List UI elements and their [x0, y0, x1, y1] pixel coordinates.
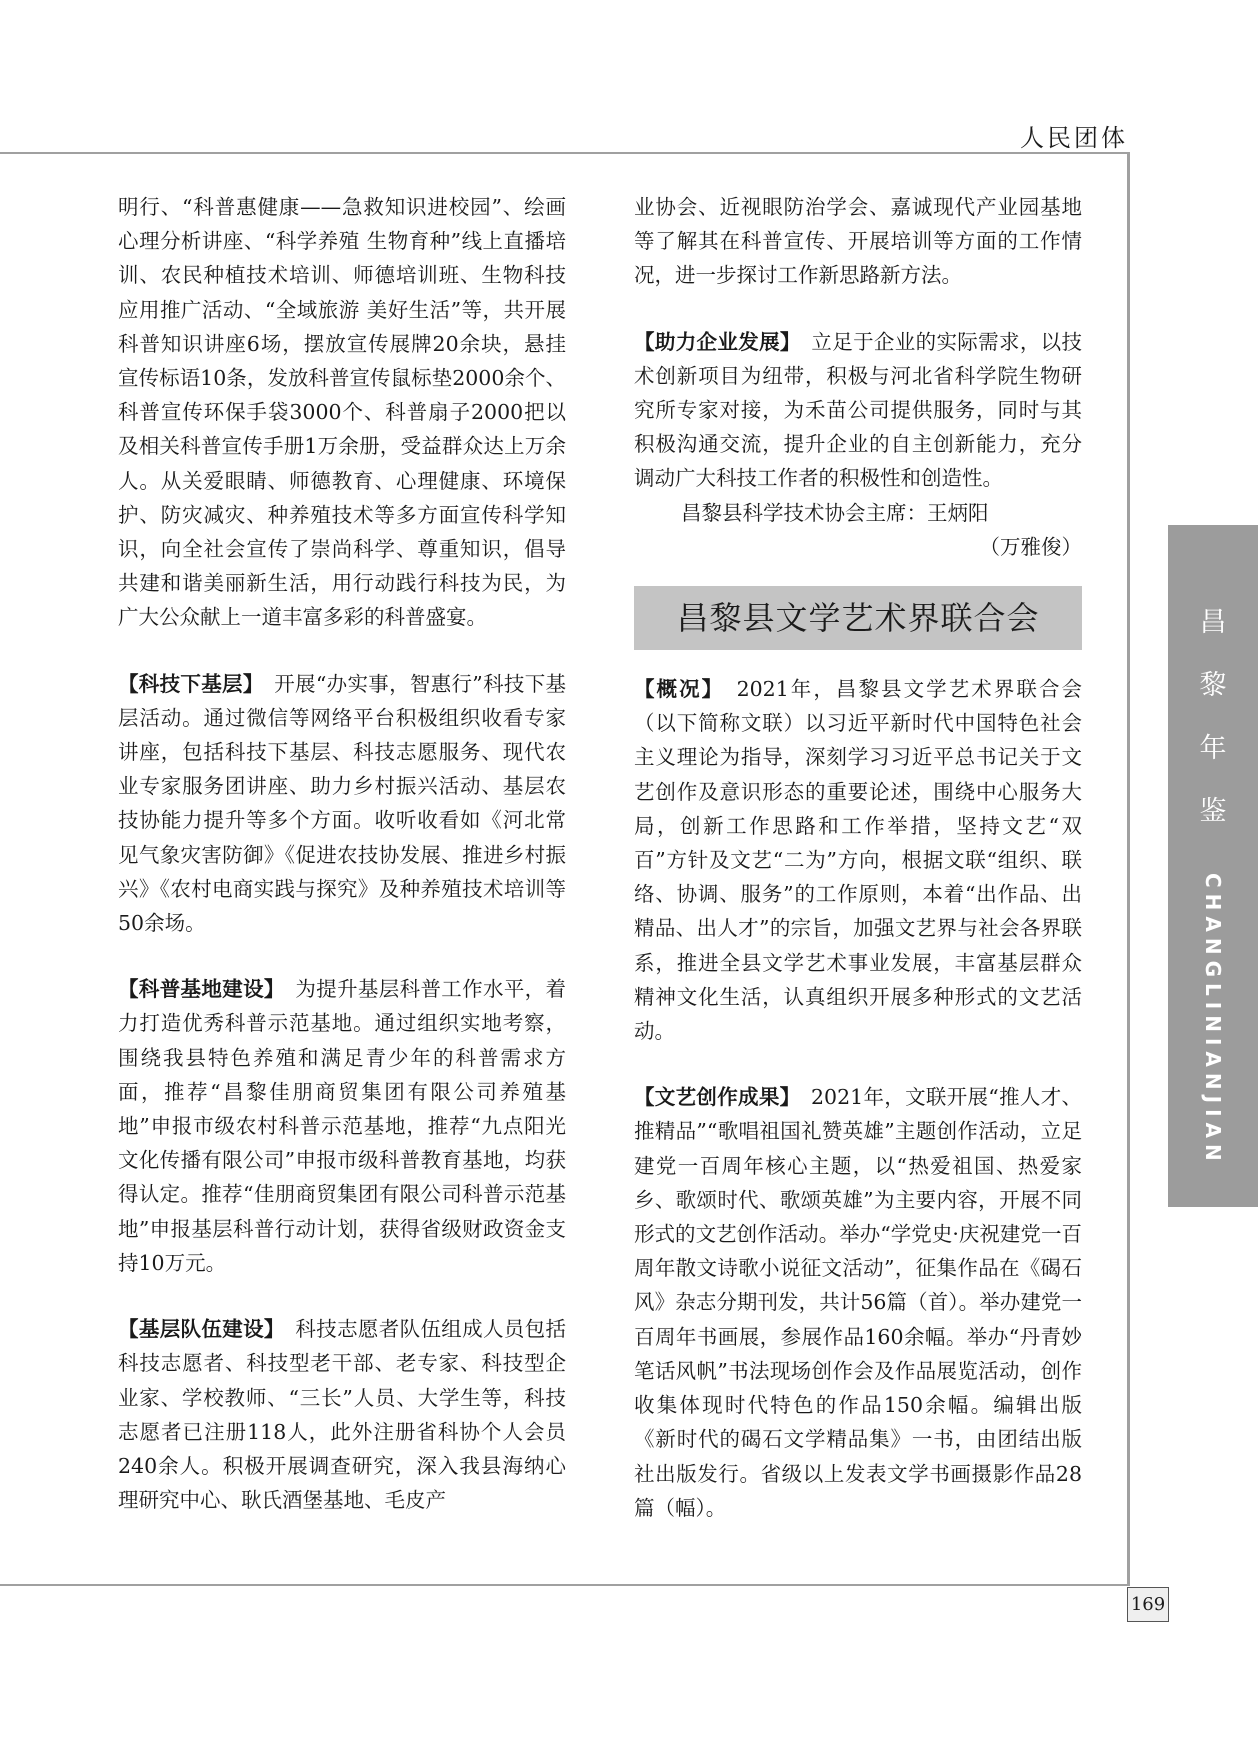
author-attribution: （万雅俊）	[979, 534, 1082, 559]
art-achievements-heading: 【文艺创作成果】	[634, 1085, 791, 1110]
team-building-paragraph	[118, 1312, 566, 1517]
science-base-body: 为提升基层科普工作水平，着力打造优秀科普示范基地。通过组织实地考察，围绕我县特色养殖和满足青少年的科普需求方面，推荐“昌黎佳朋商贸集团有限公司养殖基地”申报市级农村科普示范基地，推荐“九点阳光文化传播有限公司”申报市级科普教育基地，均获得认定。推荐“佳朋商贸集团有限公司科普示范基地”申报基层科普行动计划，获得省级财政资金支持10万元。	[118, 977, 567, 1275]
side-tab-char: 年	[1199, 733, 1227, 764]
side-tab-char: 昌	[1199, 607, 1227, 638]
page-number: 169	[1127, 1587, 1169, 1622]
art-achievements-paragraph	[634, 1080, 1082, 1525]
section-label: 人民团体	[1020, 124, 1128, 152]
science-base-paragraph	[118, 972, 566, 1280]
right-paragraph-1: 业协会、近视眼防治学会、嘉诚现代产业园基地等了解其在科普宣传、开展培训等方面的工作情况，进一步探讨工作新思路新方法。	[634, 195, 1082, 288]
overview-heading: 【概况】	[634, 677, 714, 702]
left-column	[118, 190, 566, 1517]
tech-to-grassroots-body: 开展“办实事，智惠行”科技下基层活动。通过微信等网络平台积极组织收看专家讲座，包括科技下基层、科技志愿服务、现代农业专家服务团讲座、助力乡村振兴活动、基层农技协能力提升等多个方面。收听收看如《河北常见气象灾害防御》《促进农技协发展、推进乡村振兴》《农村电商实践与探究》及种养殖技术培训等50余场。	[118, 671, 567, 936]
chairman-signature: 昌黎县科学技术协会主席：王炳阳	[681, 500, 989, 525]
enterprise-support-body: 立足于企业的实际需求，以技术创新项目为纽带，积极与河北省科学院生物研究所专家对接，为禾苗公司提供服务，同时与其积极沟通交流，提升企业的自主创新能力，充分调动广大科技工作者的积极性和创造性。	[634, 329, 1083, 491]
right-column	[634, 190, 1082, 1525]
team-building-heading: 【基层队伍建设】	[118, 1317, 275, 1342]
enterprise-support-paragraph	[634, 325, 1082, 496]
overview-paragraph	[634, 672, 1082, 1048]
team-building-body: 科技志愿者队伍组成人员包括科技志愿者、科技型老干部、老专家、科技型企业家、学校教师、“三长”人员、大学生等，科技志愿者已注册118人，此外注册省科协个人会员240余人。积极开展调查研究，深入我县海纳心理研究中心、耿氏酒堡基地、毛皮产	[118, 1317, 567, 1513]
side-tab-char: 黎	[1199, 670, 1227, 701]
science-base-heading: 【科普基地建设】	[118, 977, 275, 1002]
side-tab-char: 鉴	[1199, 796, 1227, 827]
overview-body: 2021年，昌黎县文学艺术界联合会（以下简称文联）以习近平新时代中国特色社会主义理论为指导，深刻学习习近平总书记关于文艺创作及意识形态的重要论述，围绕中心服务大局，创新工作思路和工作举措，坚持文艺“双百”方针及文艺“二为”方向，根据文联“组织、联络、协调、服务”的工作原则，本着“出作品、出精品、出人才”的宗旨，加强文艺界与社会各界联系，推进全县文学艺术事业发展，丰富基层群众精神文化生活，认真组织开展多种形式的文艺活动。	[634, 677, 1083, 1044]
section-title: 昌黎县文学艺术界联合会	[634, 586, 1082, 650]
tech-to-grassroots-paragraph	[118, 667, 566, 941]
left-paragraph-1: 明行、“科普惠健康——急救知识进校园”、绘画心理分析讲座、“科学养殖 生物育种”线上直播培训、农民种植技术培训、师德培训班、生物科技应用推广活动、“全域旅游 美好生活”等，共开展科普知识讲座6场，摆放宣传展牌20余块，悬挂宣传标语10条，发放科普宣传鼠标垫2000余个、科普宣传环保手袋3000个、科普扇子2000把以及相关科普宣传手册1万余册，受益群众达上万余人。从关爱眼睛、师德教育、心理健康、环境保护、防灾减灾、种养殖技术等多方面宣传科学知识，向全社会宣传了崇尚科学、尊重知识，倡导共建和谐美丽新生活，用行动践行科技为民，为广大公众献上一道丰富多彩的科普盛宴。	[118, 195, 566, 630]
enterprise-support-heading: 【助力企业发展】	[634, 329, 791, 354]
art-achievements-body: 2021年，文联开展“推人才、推精品”“歌唱祖国礼赞英雄”主题创作活动，立足建党一百周年核心主题，以“热爱祖国、热爱家乡、歌颂时代、歌颂英雄”为主要内容，开展不同形式的文艺创作活动。举办“学党史·庆祝建党一百周年散文诗歌小说征文活动”，征集作品在《碣石风》杂志分期刊发，共计56篇（首）。举办建党一百周年书画展，参展作品160余幅。举办“丹青妙笔话风帆”书法现场创作会及作品展览活动，创作收集体现时代特色的作品150余幅。编辑出版《新时代的碣石文学精品集》一书，由团结出版社出版发行。省级以上发表文学书画摄影作品28篇（幅）。	[634, 1085, 1083, 1520]
tech-to-grassroots-heading: 【科技下基层】	[118, 671, 254, 696]
yearbook-side-tab	[1168, 525, 1258, 1207]
side-tab-pinyin: CHANGLINIANJIAN	[1201, 873, 1225, 1167]
